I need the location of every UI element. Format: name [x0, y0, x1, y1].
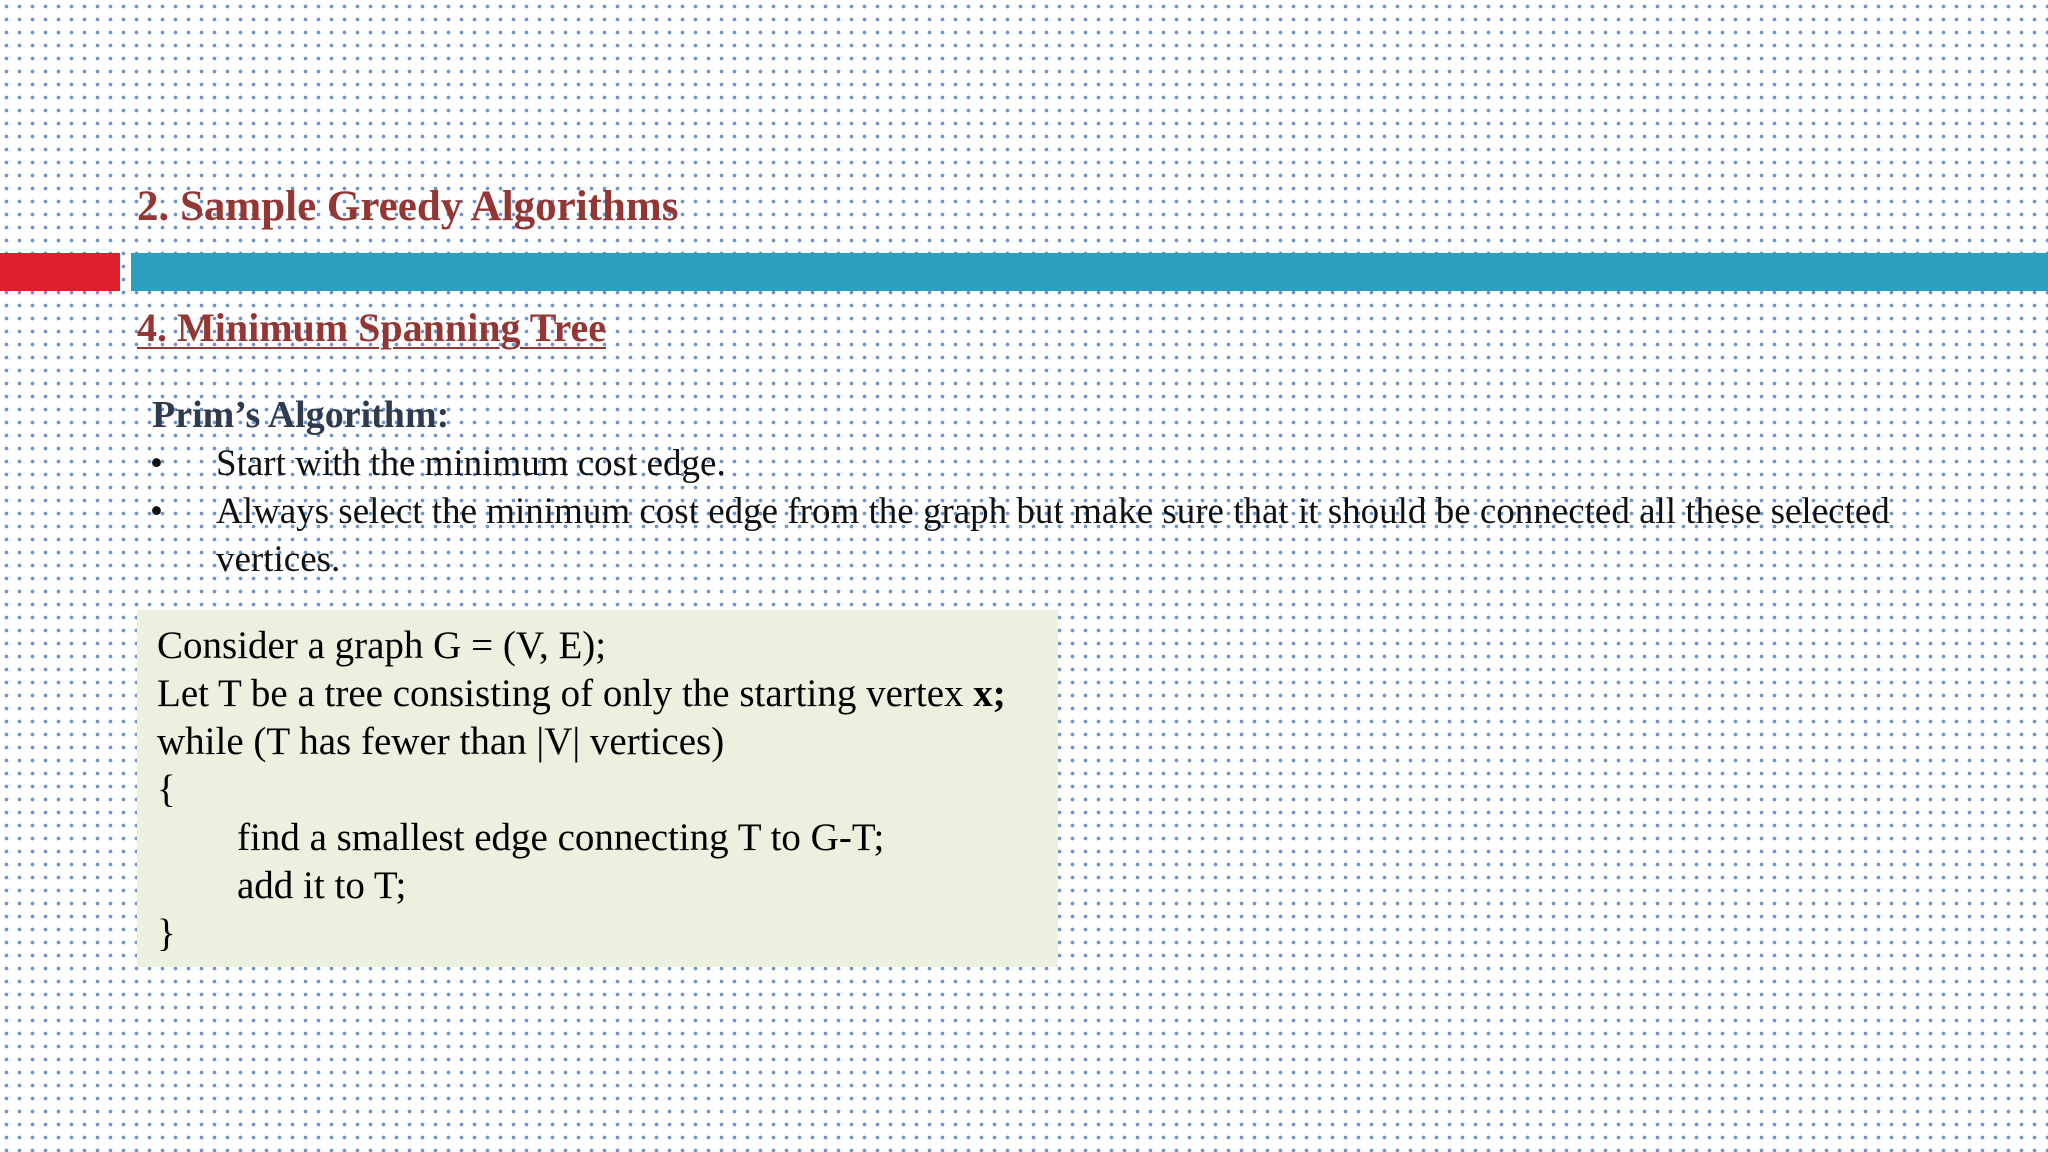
- code-line: [157, 670, 1038, 718]
- code-line: add it to T;: [237, 864, 407, 907]
- code-text: Let T be a tree consisting of only the starting vertex: [157, 672, 974, 715]
- section-heading: 4. Minimum Spanning Tree: [137, 305, 606, 350]
- accent-bar-red: [0, 253, 120, 291]
- code-line: {: [157, 768, 176, 811]
- list-item: [150, 488, 2000, 584]
- code-line: while (T has fewer than |V| vertices): [157, 720, 725, 763]
- accent-bar-blue: [131, 253, 2048, 291]
- list-item: [150, 440, 2000, 488]
- pseudocode-box: [137, 610, 1058, 967]
- bullet-list: [150, 440, 2000, 584]
- code-line: Consider a graph G = (V, E);: [157, 624, 607, 667]
- bullet-text: Always select the minimum cost edge from the graph but make sure that it should be connected all these selected vertices.: [216, 491, 1890, 580]
- code-bold-text: x;: [973, 672, 1006, 715]
- code-line: find a smallest edge connecting T to G-T;: [237, 816, 885, 859]
- algorithm-subheading: Prim’s Algorithm:: [152, 394, 450, 436]
- bullet-marker: •: [150, 491, 163, 532]
- slide-title: 2. Sample Greedy Algorithms: [137, 183, 679, 230]
- code-line: }: [157, 912, 176, 955]
- bullet-marker: •: [150, 443, 163, 484]
- bullet-text: Start with the minimum cost edge.: [216, 443, 726, 484]
